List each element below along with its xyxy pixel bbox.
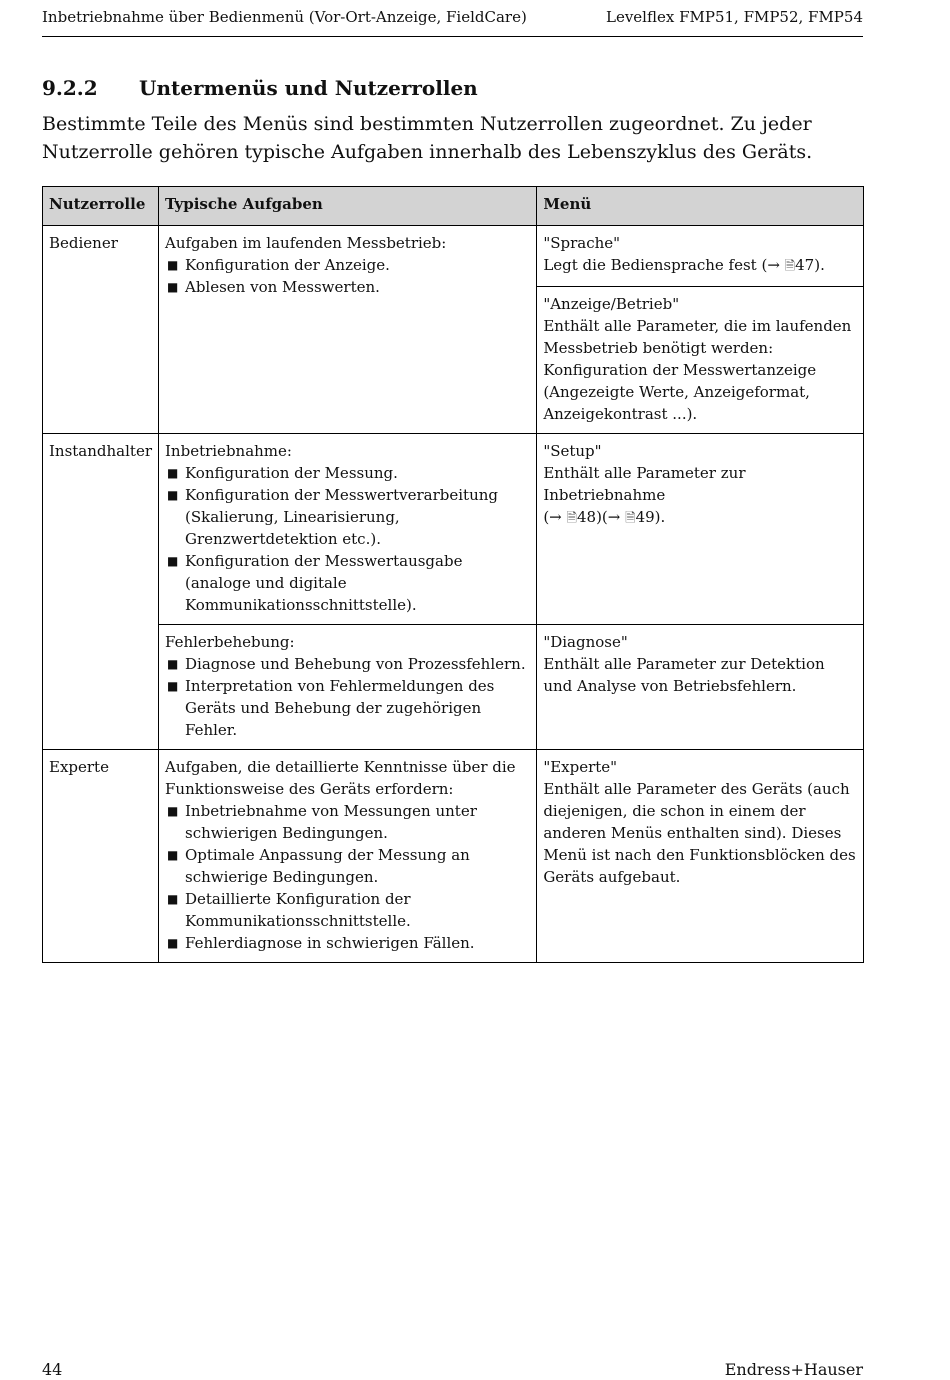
header-cell-tasks: Typische Aufgaben xyxy=(159,187,537,226)
task-list xyxy=(165,254,530,298)
brand-name: Endress+Hauser xyxy=(724,1360,863,1379)
list-item: ■ Konfiguration der Anzeige. xyxy=(167,256,390,274)
bullet-icon: ■ xyxy=(167,936,179,950)
list-item: ■ Fehlerdiagnose in schwierigen Fällen. xyxy=(167,934,475,952)
list-item: ■ Konfiguration der Messung. xyxy=(167,464,398,482)
bullet-icon: ■ xyxy=(167,280,179,294)
menu-description: Enthält alle Parameter, die im laufenden Messbetrieb benötigt werden: Konfiguration der Messwertanzeige (Angezeigte Werte, Anzeigeformat, Anzeigekontrast ...). xyxy=(543,317,852,423)
role-cell-bediener: Bediener xyxy=(43,226,159,434)
table-row xyxy=(43,625,864,750)
bullet-icon: ■ xyxy=(167,679,179,693)
table-header-row xyxy=(43,187,864,226)
bullet-icon: ■ xyxy=(167,804,179,818)
menu-cell-sprache: "Sprache" Legt die Bediensprache fest (→ 🗎47). xyxy=(537,226,864,287)
bullet-icon: ■ xyxy=(167,258,179,272)
page-header xyxy=(42,8,863,37)
page-ref: 48 xyxy=(576,508,597,526)
menu-cell-experte xyxy=(537,750,864,963)
task-list xyxy=(165,462,530,616)
role-cell-experte: Experte xyxy=(43,750,159,963)
list-item: ■ Interpretation von Fehlermeldungen des Geräts und Behebung der zugehörigen Fehler. xyxy=(167,677,495,739)
bullet-icon: ■ xyxy=(167,848,179,862)
tasks-cell-bediener xyxy=(159,226,537,434)
header-cell-menu: Menü xyxy=(537,187,864,226)
role-cell-instandhalter: Instandhalter xyxy=(43,434,159,750)
section-title: Untermenüs und Nutzerrollen xyxy=(139,76,478,100)
table-row xyxy=(43,750,864,963)
tasks-cell-experte xyxy=(159,750,537,963)
menu-cell-diagnose xyxy=(537,625,864,750)
tasks-cell-fehlerbehebung xyxy=(159,625,537,750)
bullet-icon: ■ xyxy=(167,892,179,906)
header-chapter-title: Inbetriebnahme über Bedienmenü (Vor-Ort-Anzeige, FieldCare) xyxy=(42,8,527,26)
header-product-name: Levelflex FMP51, FMP52, FMP54 xyxy=(605,8,863,26)
page-ref-icon: 🗎 xyxy=(625,511,636,526)
list-item: ■ Optimale Anpassung der Messung an schwierige Bedingungen. xyxy=(167,846,470,886)
list-item: ■ Inbetriebnahme von Messungen unter schwierigen Bedingungen. xyxy=(167,802,477,842)
menu-cell-setup: "Setup" Enthält alle Parameter zur Inbetriebnahme (→ 🗎48)(→ 🗎49). xyxy=(537,434,864,625)
menu-description: Enthält alle Parameter zur Detektion und Analyse von Betriebsfehlern. xyxy=(543,655,825,695)
intro-paragraph: Bestimmte Teile des Menüs sind bestimmten Nutzerrollen zugeordnet. Zu jeder Nutzerrolle gehören typische Aufgaben innerhalb des Lebenszyklus des Geräts. xyxy=(42,113,813,163)
header-cell-role: Nutzerrolle xyxy=(43,187,159,226)
menu-title: "Setup" xyxy=(543,442,602,460)
menu-title: "Anzeige/Betrieb" xyxy=(543,295,680,313)
bullet-icon: ■ xyxy=(167,657,179,671)
table-row xyxy=(43,226,864,287)
table-row xyxy=(43,434,864,625)
menu-title: "Diagnose" xyxy=(543,633,628,651)
list-item: ■ Konfiguration der Messwertausgabe (analoge und digitale Kommunikationsschnittstelle). xyxy=(167,552,463,614)
menu-title: "Experte" xyxy=(543,758,618,776)
bullet-icon: ■ xyxy=(167,488,179,502)
menu-cell-anzeige-betrieb xyxy=(537,287,864,434)
task-list xyxy=(165,800,530,954)
bullet-icon: ■ xyxy=(167,554,179,568)
page-ref: 47 xyxy=(795,256,815,274)
page-ref: 49 xyxy=(635,508,655,526)
list-item: ■ Konfiguration der Messwertverarbeitung (Skalierung, Linearisierung, Grenzwertdetektion etc.). xyxy=(167,486,498,548)
list-item: ■ Detaillierte Konfiguration der Kommunikationsschnittstelle. xyxy=(167,890,411,930)
tasks-intro: Aufgaben, die detaillierte Kenntnisse über die Funktionsweise des Geräts erfordern: xyxy=(165,758,516,798)
user-roles-table xyxy=(42,186,864,963)
tasks-intro: Inbetriebnahme: xyxy=(165,442,292,460)
bullet-icon: ■ xyxy=(167,466,179,480)
menu-title: "Sprache" xyxy=(543,234,621,252)
tasks-cell-inbetriebnahme xyxy=(159,434,537,625)
section-heading xyxy=(42,76,478,100)
menu-description: Enthält alle Parameter des Geräts (auch diejenigen, die schon in einem der anderen Menüs enthalten sind). Dieses Menü ist nach den Funktionsblöcken des Geräts aufgebaut. xyxy=(543,780,856,886)
list-item: ■ Diagnose und Behebung von Prozessfehlern. xyxy=(167,655,526,673)
tasks-intro: Aufgaben im laufenden Messbetrieb: xyxy=(165,234,447,252)
page-number: 44 xyxy=(42,1360,63,1379)
tasks-intro: Fehlerbehebung: xyxy=(165,633,295,651)
page-ref-icon: 🗎 xyxy=(784,259,796,274)
page-ref-icon: 🗎 xyxy=(566,511,577,526)
list-item: ■ Ablesen von Messwerten. xyxy=(167,278,380,296)
section-number: 9.2.2 xyxy=(42,76,98,100)
task-list xyxy=(165,653,530,741)
